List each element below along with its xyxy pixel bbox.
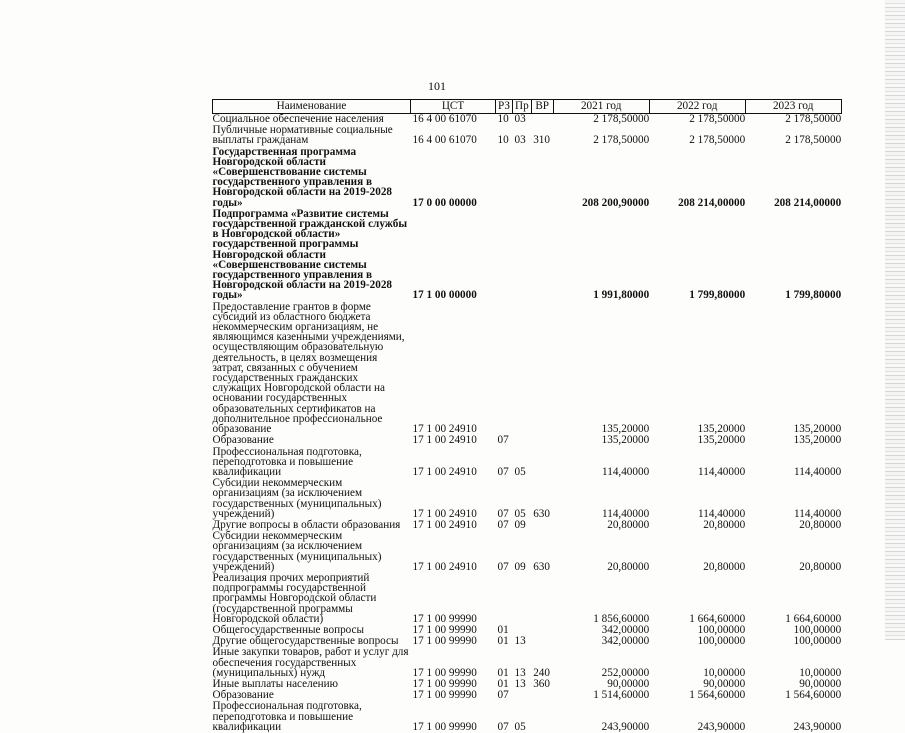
table-row bbox=[213, 147, 842, 209]
cell-rz: 01 bbox=[497, 666, 509, 679]
header-pr: Пр bbox=[513, 100, 532, 114]
cell-pr: 03 bbox=[514, 113, 526, 125]
cell-cst: 17 0 00 00000 bbox=[412, 196, 477, 209]
cell-vr bbox=[531, 435, 553, 446]
cell-2023: 135,20000 bbox=[793, 423, 842, 436]
cell-2023: 20,80000 bbox=[799, 560, 842, 573]
cell-name: Государственная программа Новгородской области «Совершенствование системы государственного управления в Новгородской области на 2019-2028 годы» bbox=[212, 145, 393, 209]
cell-rz: 07 bbox=[497, 720, 509, 733]
table-row bbox=[213, 647, 842, 679]
cell-pr: 13 bbox=[514, 635, 526, 648]
cell-2022: 243,90000 bbox=[697, 720, 746, 733]
cell-pr bbox=[513, 147, 532, 209]
cell-2023: 208 214,00000 bbox=[774, 196, 842, 209]
cell-name: Субсидии некоммерческим организациям (за исключением государственных (муниципальных) учреждений) bbox=[212, 530, 382, 573]
cell-2022: 100,00000 bbox=[697, 635, 746, 648]
cell-rz: 10 bbox=[497, 134, 509, 147]
cell-name: Другие вопросы в области образования bbox=[212, 518, 401, 531]
cell-name: Образование bbox=[212, 434, 274, 447]
cell-name: Образование bbox=[212, 689, 274, 702]
cell-rz: 10 bbox=[497, 113, 509, 125]
cell-2022: 114,40000 bbox=[698, 465, 746, 478]
budget-table bbox=[212, 99, 842, 733]
cell-cst: 17 1 00 99990 bbox=[412, 612, 477, 625]
cell-2021: 252,00000 bbox=[601, 666, 650, 679]
cell-2021: 342,00000 bbox=[601, 635, 650, 648]
cell-2021: 135,20000 bbox=[601, 434, 650, 447]
table-row bbox=[213, 302, 842, 436]
cell-2022: 1 799,80000 bbox=[689, 289, 746, 302]
cell-vr: 630 bbox=[533, 560, 550, 573]
cell-2021: 20,80000 bbox=[607, 560, 650, 573]
cell-pr bbox=[513, 573, 532, 625]
cell-2022: 2 178,50000 bbox=[689, 113, 746, 125]
header-cst: ЦСТ bbox=[411, 100, 496, 114]
table-row bbox=[213, 531, 842, 573]
cell-2023: 20,80000 bbox=[799, 518, 842, 531]
cell-rz: 01 bbox=[497, 623, 509, 636]
table-row bbox=[213, 636, 842, 647]
cell-rz: 07 bbox=[497, 689, 509, 702]
cell-cst: 17 1 00 24910 bbox=[412, 423, 477, 436]
cell-rz bbox=[496, 147, 513, 209]
cell-pr bbox=[513, 690, 532, 701]
cell-2021: 20,80000 bbox=[607, 518, 650, 531]
cell-vr: 240 bbox=[533, 666, 550, 679]
cell-2022: 100,00000 bbox=[697, 623, 746, 636]
table-body bbox=[213, 114, 842, 733]
header-name: Наименование bbox=[213, 100, 411, 114]
cell-2022: 208 214,00000 bbox=[678, 196, 746, 209]
cell-pr bbox=[513, 209, 532, 302]
cell-2022: 1 664,60000 bbox=[689, 612, 746, 625]
cell-vr bbox=[531, 302, 553, 436]
cell-vr: 310 bbox=[533, 134, 550, 147]
cell-pr: 05 bbox=[514, 720, 526, 733]
cell-2023: 90,00000 bbox=[799, 677, 842, 690]
cell-name: Профессиональная подготовка, переподготовка и повышение квалификации bbox=[212, 700, 362, 733]
cell-vr: 630 bbox=[533, 507, 550, 520]
cell-2021: 342,00000 bbox=[601, 623, 650, 636]
header-2021: 2021 год bbox=[553, 100, 649, 114]
table-row bbox=[213, 690, 842, 701]
cell-vr bbox=[531, 625, 553, 636]
cell-name: Подпрограмма «Развитие системы государственной гражданской службы в Новгородской области» государственной программы Новгородской области «Совершенствование системы государственного управления в Новгородской области на 2019-2028 годы» bbox=[212, 207, 408, 302]
cell-cst: 17 1 00 24910 bbox=[412, 560, 477, 573]
cell-2022: 135,20000 bbox=[697, 434, 746, 447]
cell-2022: 2 178,50000 bbox=[689, 134, 746, 147]
cell-vr bbox=[531, 701, 553, 733]
table-header-row bbox=[213, 100, 842, 114]
cell-name: Другие общегосударственные вопросы bbox=[212, 635, 399, 648]
cell-vr bbox=[531, 573, 553, 625]
header-rz: РЗ bbox=[496, 100, 513, 114]
cell-pr: 13 bbox=[514, 666, 526, 679]
cell-cst: 17 1 00 99990 bbox=[412, 623, 477, 636]
cell-cst: 17 1 00 99990 bbox=[412, 666, 477, 679]
cell-name: Реализация прочих мероприятий подпрограммы государственной программы Новгородской области (государственной программы Новгородской области) bbox=[212, 571, 377, 625]
header-2023: 2023 год bbox=[745, 100, 841, 114]
cell-2021: 1 991,80000 bbox=[593, 289, 650, 302]
cell-vr bbox=[531, 147, 553, 209]
cell-2023: 10,00000 bbox=[799, 666, 842, 679]
cell-rz bbox=[496, 573, 513, 625]
header-vr: ВР bbox=[531, 100, 553, 114]
cell-2021: 2 178,50000 bbox=[593, 134, 650, 147]
cell-rz: 01 bbox=[497, 635, 509, 648]
cell-2021: 1 514,60000 bbox=[593, 689, 650, 702]
cell-2021: 114,40000 bbox=[602, 507, 650, 520]
cell-vr: 360 bbox=[533, 677, 550, 690]
cell-2023: 2 178,50000 bbox=[785, 113, 842, 125]
cell-2021: 114,40000 bbox=[602, 465, 650, 478]
cell-2021: 90,00000 bbox=[607, 677, 650, 690]
cell-2023: 100,00000 bbox=[793, 623, 842, 636]
cell-name: Социальное обеспечение населения bbox=[212, 113, 384, 125]
cell-2021: 1 856,60000 bbox=[593, 612, 650, 625]
scan-edge bbox=[885, 0, 905, 640]
cell-rz bbox=[496, 209, 513, 302]
cell-vr bbox=[531, 690, 553, 701]
cell-2022: 90,00000 bbox=[703, 677, 746, 690]
cell-vr bbox=[531, 520, 553, 531]
cell-2022: 1 564,60000 bbox=[689, 689, 746, 702]
page-number: 101 bbox=[428, 79, 446, 93]
cell-2021: 135,20000 bbox=[601, 423, 650, 436]
cell-pr: 09 bbox=[514, 518, 526, 531]
table-row bbox=[213, 573, 842, 625]
table-row bbox=[213, 435, 842, 446]
cell-rz: 01 bbox=[497, 677, 509, 690]
cell-cst: 17 1 00 24910 bbox=[412, 507, 477, 520]
cell-pr: 09 bbox=[514, 560, 526, 573]
cell-2021: 243,90000 bbox=[601, 720, 650, 733]
cell-2023: 243,90000 bbox=[793, 720, 842, 733]
cell-2022: 135,20000 bbox=[697, 423, 746, 436]
cell-rz: 07 bbox=[497, 560, 509, 573]
cell-rz: 07 bbox=[497, 434, 509, 447]
cell-cst: 16 4 00 61070 bbox=[412, 113, 477, 125]
cell-pr: 03 bbox=[514, 134, 526, 147]
cell-cst: 17 1 00 24910 bbox=[412, 434, 477, 447]
cell-name: Профессиональная подготовка, переподготовка и повышение квалификации bbox=[212, 445, 362, 478]
table-row bbox=[213, 125, 842, 146]
cell-cst: 17 1 00 24910 bbox=[412, 465, 477, 478]
cell-name: Публичные нормативные социальные выплаты гражданам bbox=[212, 124, 393, 147]
cell-cst: 16 4 00 61070 bbox=[412, 134, 477, 147]
cell-cst: 17 1 00 99990 bbox=[412, 677, 477, 690]
cell-name: Иные выплаты населению bbox=[212, 677, 338, 690]
cell-cst: 17 1 00 99990 bbox=[412, 689, 477, 702]
header-2022: 2022 год bbox=[649, 100, 745, 114]
cell-pr bbox=[513, 302, 532, 436]
cell-cst: 17 1 00 99990 bbox=[412, 635, 477, 648]
cell-2022: 10,00000 bbox=[703, 666, 746, 679]
cell-vr bbox=[531, 209, 553, 302]
cell-cst: 17 1 00 99990 bbox=[412, 720, 477, 733]
cell-rz: 07 bbox=[497, 518, 509, 531]
cell-vr bbox=[531, 447, 553, 479]
cell-2021: 208 200,90000 bbox=[582, 196, 650, 209]
table-row bbox=[213, 209, 842, 302]
cell-rz: 07 bbox=[497, 465, 509, 478]
cell-2023: 1 564,60000 bbox=[785, 689, 842, 702]
cell-pr: 05 bbox=[514, 465, 526, 478]
cell-2023: 135,20000 bbox=[793, 434, 842, 447]
cell-rz bbox=[496, 302, 513, 436]
cell-cst: 17 1 00 24910 bbox=[412, 518, 477, 531]
cell-2023: 2 178,50000 bbox=[785, 134, 842, 147]
table-row bbox=[213, 701, 842, 733]
cell-pr bbox=[513, 435, 532, 446]
cell-name: Субсидии некоммерческим организациям (за исключением государственных (муниципальных) учреждений) bbox=[212, 477, 382, 520]
cell-name: Предоставление грантов в форме субсидий из областного бюджета некоммерческим организациям, не являющимся казенными учреждениями, осуществляющим образовательную деятельность, в целях возмещения затрат, связанных с обучением государственных гражданских служащих Новгородской области на основании государственных образовательных сертификатов на дополнительное профессиональное образование bbox=[212, 300, 405, 436]
table-row bbox=[213, 679, 842, 690]
cell-2023: 1 799,80000 bbox=[785, 289, 842, 302]
cell-rz: 07 bbox=[497, 507, 509, 520]
cell-name: Общегосударственные вопросы bbox=[212, 623, 365, 636]
cell-2023: 114,40000 bbox=[794, 465, 842, 478]
cell-pr: 05 bbox=[514, 507, 526, 520]
cell-2023: 114,40000 bbox=[794, 507, 842, 520]
cell-2022: 20,80000 bbox=[703, 560, 746, 573]
cell-2022: 20,80000 bbox=[703, 518, 746, 531]
cell-2021: 2 178,50000 bbox=[593, 113, 650, 125]
cell-pr: 13 bbox=[514, 677, 526, 690]
cell-2023: 100,00000 bbox=[793, 635, 842, 648]
table-row bbox=[213, 447, 842, 479]
cell-2023: 1 664,60000 bbox=[785, 612, 842, 625]
cell-vr bbox=[531, 636, 553, 647]
cell-2022: 114,40000 bbox=[698, 507, 746, 520]
cell-vr bbox=[531, 114, 553, 126]
cell-cst: 17 1 00 00000 bbox=[412, 289, 477, 302]
cell-name: Иные закупки товаров, работ и услуг для обеспечения государственных (муниципальных) нужд bbox=[212, 646, 409, 679]
table-row bbox=[213, 478, 842, 520]
